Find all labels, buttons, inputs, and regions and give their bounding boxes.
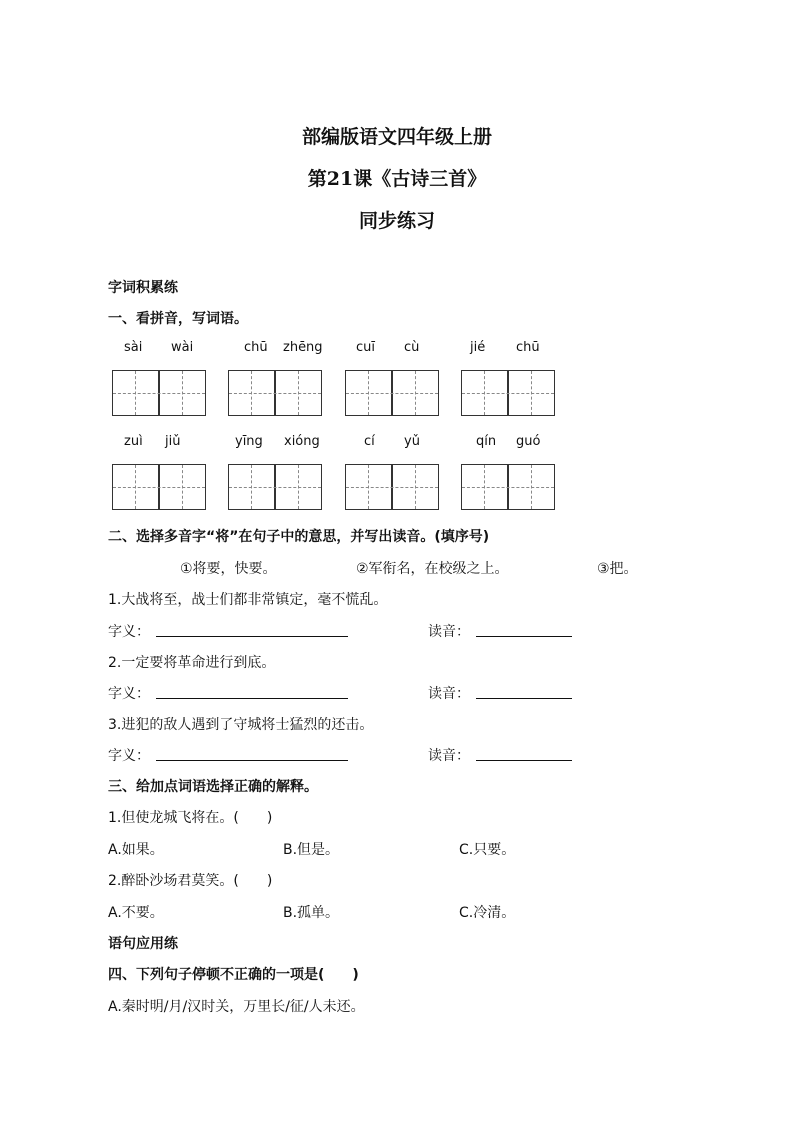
writing-box[interactable]: [345, 464, 439, 510]
writing-box[interactable]: [228, 370, 322, 416]
q3-question-1: 1.但使龙城飞将在。( ): [108, 810, 273, 826]
pinyin: guó: [516, 434, 541, 449]
pinyin: jiǔ: [165, 434, 181, 449]
pinyin: cuī: [356, 340, 375, 355]
reading-label: 读音：: [428, 686, 470, 702]
lesson-title: 第21课《古诗三首》: [307, 168, 487, 190]
writing-box[interactable]: [461, 370, 555, 416]
writing-box[interactable]: [228, 464, 322, 510]
pinyin: zhēng: [283, 340, 323, 355]
exercise-subtitle: 同步练习: [358, 210, 435, 232]
q2-item-2: 2.一定要将革命进行到底。: [108, 655, 276, 671]
option-3: ③把。: [597, 561, 638, 577]
q3-question-2: 2.醉卧沙场君莫笑。( ): [108, 873, 273, 889]
pinyin: yīng: [235, 434, 263, 449]
reading-label: 读音：: [428, 748, 470, 764]
meaning-answer-line[interactable]: [156, 636, 348, 637]
pinyin: cí: [364, 434, 375, 449]
q3-choice-a[interactable]: A.如果。: [108, 842, 164, 858]
pinyin: chū: [244, 340, 268, 355]
meaning-label: 字义：: [108, 624, 150, 640]
q2-item-1: 1.大战将至，战士们都非常镇定，毫不慌乱。: [108, 592, 388, 608]
pinyin: wài: [171, 340, 194, 355]
pinyin: sài: [124, 340, 143, 355]
writing-box[interactable]: [461, 464, 555, 510]
pinyin: qín: [476, 434, 497, 449]
option-2: ②军衔名，在校级之上。: [356, 561, 509, 577]
q1-heading: 一、看拼音，写词语。: [108, 311, 248, 327]
writing-box[interactable]: [112, 370, 206, 416]
writing-box[interactable]: [112, 464, 206, 510]
q3-choice-b[interactable]: B.但是。: [283, 842, 340, 858]
reading-answer-line[interactable]: [476, 698, 572, 699]
q3-choice-c[interactable]: C.只要。: [459, 842, 516, 858]
section-vocab-heading: 字词积累练: [108, 280, 178, 296]
pinyin: yǔ: [404, 434, 420, 449]
meaning-answer-line[interactable]: [156, 698, 348, 699]
reading-answer-line[interactable]: [476, 636, 572, 637]
pinyin: cù: [404, 340, 420, 355]
meaning-label: 字义：: [108, 686, 150, 702]
q4-option-a[interactable]: A.秦时明/月/汉时关，万里长/征/人未还。: [108, 999, 365, 1015]
section-sentence-heading: 语句应用练: [108, 936, 178, 952]
q3-heading: 三、给加点词语选择正确的解释。: [108, 779, 318, 795]
pinyin: xióng: [284, 434, 320, 449]
q2-item-3: 3.进犯的敌人遇到了守城将士猛烈的还击。: [108, 717, 374, 733]
pinyin: zuì: [124, 434, 143, 449]
q2-heading: 二、选择多音字“将”在句子中的意思，并写出读音。(填序号): [108, 529, 490, 545]
pinyin: chū: [516, 340, 540, 355]
meaning-answer-line[interactable]: [156, 760, 348, 761]
q3-choice-b[interactable]: B.孤单。: [283, 905, 340, 921]
q3-choice-c[interactable]: C.冷清。: [459, 905, 516, 921]
q3-choice-a[interactable]: A.不要。: [108, 905, 164, 921]
pinyin: jié: [470, 340, 486, 355]
reading-answer-line[interactable]: [476, 760, 572, 761]
reading-label: 读音：: [428, 624, 470, 640]
page-title: 部编版语文四年级上册: [301, 126, 492, 148]
meaning-label: 字义：: [108, 748, 150, 764]
q4-heading: 四、下列句子停顿不正确的一项是( ): [108, 967, 359, 983]
option-1: ①将要，快要。: [180, 561, 277, 577]
writing-box[interactable]: [345, 370, 439, 416]
